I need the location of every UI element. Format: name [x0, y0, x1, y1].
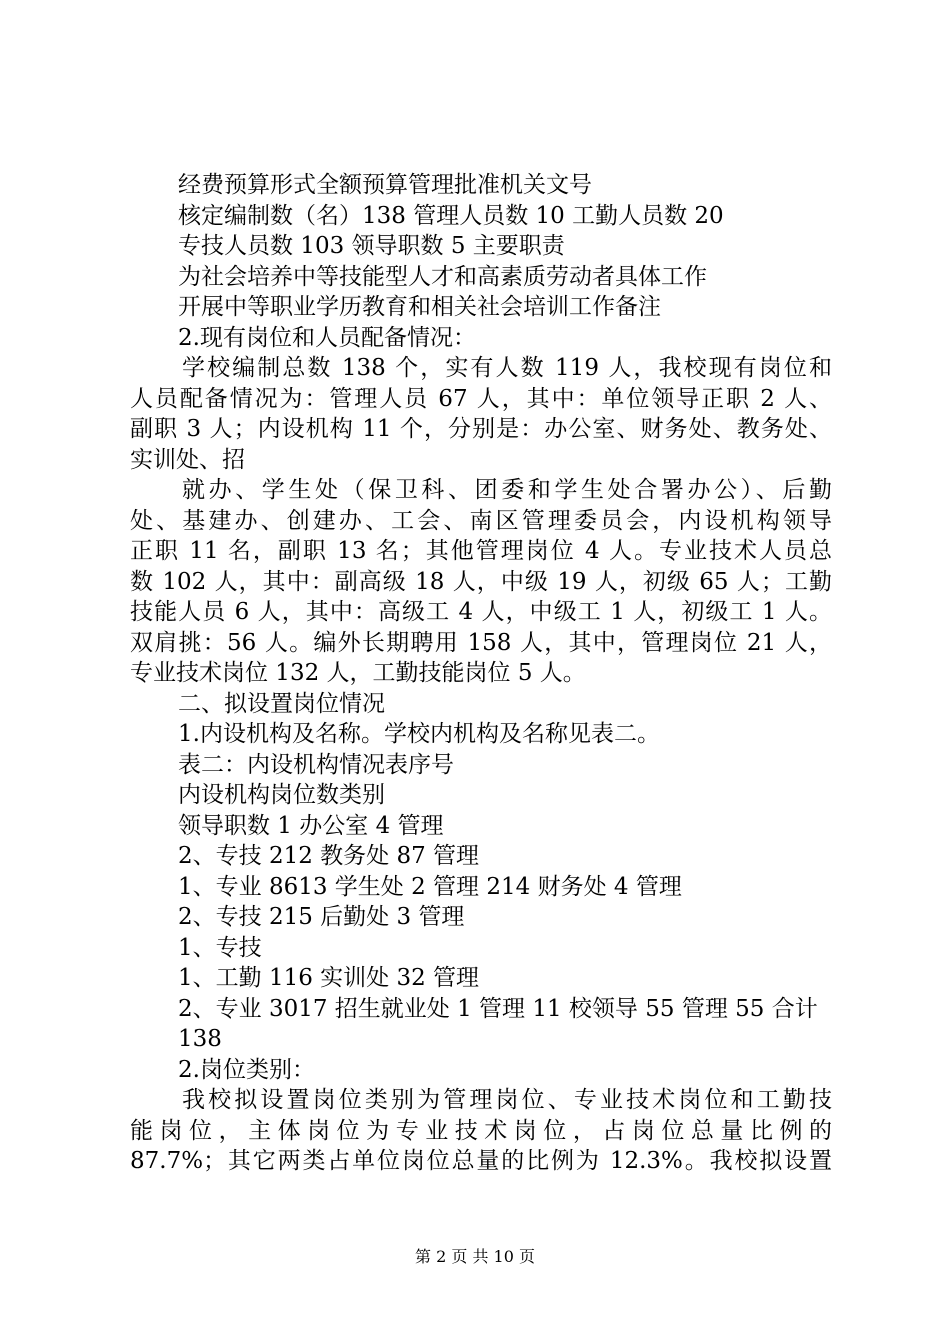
text-line: 为社会培养中等技能型人才和高素质劳动者具体工作 — [178, 263, 707, 290]
table-line: 2、专技 215 后勤处 3 管理 — [178, 904, 465, 930]
text-line: 实训处、招 — [130, 446, 245, 473]
table-line: 1、专业 8613 学生处 2 管理 214 财务处 4 管理 — [178, 873, 682, 900]
text-line: 我校拟设置岗位类别为管理岗位、专业技术岗位和工勤技 — [182, 1087, 832, 1113]
section-heading: 二、拟设置岗位情况 — [178, 690, 385, 717]
table-line: 2、专技 212 教务处 87 管理 — [178, 843, 480, 869]
text-line: 技能人员 6 人，其中：高级工 4 人，中级工 1 人，初级工 1 人。 — [130, 599, 832, 625]
text-line: 专技人员数 103 领导职数 5 主要职责 — [178, 233, 565, 259]
text-line: 1.内设机构及名称。学校内机构及名称见表二。 — [178, 721, 660, 747]
text-line: 副职 3 人；内设机构 11 个，分别是：办公室、财务处、教务处、 — [130, 416, 832, 442]
section-heading: 2.现有岗位和人员配备情况： — [178, 324, 476, 351]
section-heading: 2.岗位类别： — [178, 1056, 315, 1083]
table-line: 2、专业 3017 招生就业处 1 管理 11 校领导 55 管理 55 合计 — [178, 995, 818, 1022]
text-line: 开展中等职业学历教育和相关社会培训工作备注 — [178, 294, 661, 320]
text-line: 人员配备情况为：管理人员 67 人，其中：单位领导正职 2 人、 — [130, 385, 832, 412]
text-line: 处、基建办、创建办、工会、南区管理委员会，内设机构领导 — [130, 507, 832, 534]
document-body — [130, 170, 832, 1177]
text-line: 就办、学生处（保卫科、团委和学生处合署办公）、后勤 — [182, 477, 832, 503]
text-line: 表二：内设机构情况表序号 — [178, 751, 454, 778]
table-line: 领导职数 1 办公室 4 管理 — [178, 812, 444, 839]
text-line: 能岗位，主体岗位为专业技术岗位，占岗位总量比例的 — [130, 1117, 832, 1144]
text-line: 数 102 人，其中：副高级 18 人，中级 19 人，初级 65 人；工勤 — [130, 568, 832, 595]
page-footer: 第 2 页 共 10 页 — [415, 1247, 535, 1266]
table-line: 内设机构岗位数类别 — [178, 782, 385, 808]
text-line: 双肩挑：56 人。编外长期聘用 158 人，其中，管理岗位 21 人， — [130, 629, 832, 656]
table-line: 1、专技 — [178, 934, 262, 961]
table-line: 1、工勤 116 实训处 32 管理 — [178, 965, 480, 991]
text-line: 核定编制数（名）138 管理人员数 10 工勤人员数 20 — [178, 202, 724, 229]
table-line: 138 — [178, 1026, 222, 1052]
text-line: 经费预算形式全额预算管理批准机关文号 — [178, 172, 592, 198]
text-line: 专业技术岗位 132 人，工勤技能岗位 5 人。 — [130, 660, 586, 686]
text-line: 87.7%；其它两类占单位岗位总量的比例为 12.3%。我校拟设置 — [130, 1148, 832, 1174]
text-line: 学校编制总数 138 个，实有人数 119 人，我校现有岗位和 — [182, 355, 832, 381]
text-line: 正职 11 名，副职 13 名；其他管理岗位 4 人。专业技术人员总 — [130, 538, 832, 564]
